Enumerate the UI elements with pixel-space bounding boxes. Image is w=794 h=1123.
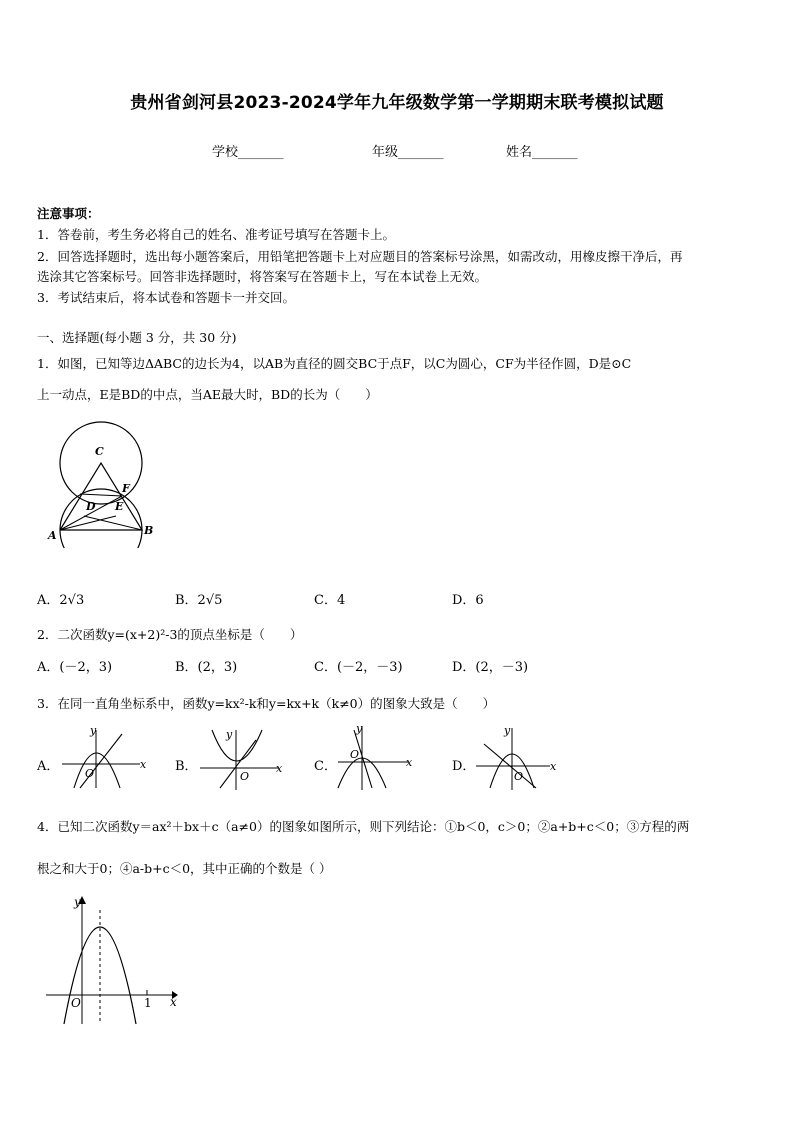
q3-graph-b: [198, 722, 288, 792]
line: [220, 740, 256, 788]
q2-option-d: D．(2，－3): [452, 660, 529, 675]
label-b: B: [144, 524, 154, 537]
axis-x: x: [140, 758, 147, 771]
notice-heading: 注意事项：: [37, 206, 100, 221]
q4-stem-line2: 根之和大于0；④a-b+c＜0，其中正确的个数是（ ）: [37, 861, 332, 876]
axis-y: y: [356, 722, 363, 735]
parabola: [74, 753, 120, 788]
axis-x: x: [550, 760, 557, 773]
origin-label: O: [71, 996, 81, 1010]
name-field: 姓名_______: [506, 145, 578, 160]
q1-option-b: B．2√5: [175, 593, 223, 608]
q3-option-c: C．: [314, 759, 337, 774]
segment-ae: [60, 516, 116, 530]
segment-d: [80, 494, 122, 496]
q3-graph-a: [60, 722, 150, 792]
q3-option-d: D．: [452, 759, 476, 774]
axis-o: O: [240, 770, 250, 783]
school-field: 学校_______: [212, 145, 284, 160]
q2-option-c: C．(－2，－3): [314, 660, 403, 675]
axis-o: O: [85, 767, 95, 780]
axis-x: x: [276, 762, 283, 775]
notice-item-2-cont: 选涂其它答案标号。回答非选择题时，将答案写在答题卡上，写在本试卷上无效。: [37, 269, 488, 284]
q1-option-a: A．2√3: [37, 593, 85, 608]
label-c: C: [95, 445, 104, 458]
grade-field: 年级_______: [372, 145, 444, 160]
axis-o: O: [350, 748, 360, 761]
q3-graph-c: [336, 722, 426, 792]
q1-stem-line1: 1．如图，已知等边ΔABC的边长为4，以AB为直径的圆交BC于点F，以C为圆心，CF为半径作圆，D是⊙C: [37, 356, 632, 371]
axis-x-label: x: [170, 995, 177, 1009]
notice-item-1: 1．答卷前，考生务必将自己的姓名、准考证号填写在答题卡上。: [37, 227, 395, 242]
axis-x: x: [406, 756, 413, 769]
q2-option-a: A．(－2，3): [37, 660, 113, 675]
q1-stem-line2: 上一动点，E是BD的中点，当AE最大时，BD的长为（ ）: [37, 387, 378, 402]
page-title: 贵州省剑河县2023-2024学年九年级数学第一学期期末联考模拟试题: [130, 93, 664, 113]
q3-option-a: A．: [37, 759, 60, 774]
label-f: F: [122, 482, 130, 495]
segment-bd: [84, 516, 142, 530]
q1-option-c: C．4: [314, 593, 346, 608]
q4-graph: [44, 892, 184, 1027]
axis-y: y: [226, 728, 233, 741]
circle-ab: [60, 489, 142, 548]
q2-stem: 2．二次函数y=(x+2)²-3的顶点坐标是（ ）: [37, 627, 303, 642]
notice-item-3: 3．考试结束后，将本试卷和答题卡一并交回。: [37, 290, 295, 305]
parabola: [212, 730, 262, 761]
q2-option-b: B．(2，3): [175, 660, 238, 675]
notice-item-2: 2．回答选择题时，选出每小题答案后，用铅笔把答题卡上对应题目的答案标号涂黑，如需改动，用橡皮擦干净后，再: [37, 249, 683, 264]
q3-stem: 3．在同一直角坐标系中，函数y=kx²-k和y=kx+k（k≠0）的图象大致是（ ）: [37, 696, 496, 711]
axis-y-label: y: [74, 895, 81, 909]
label-e: E: [115, 500, 124, 513]
q3-option-b: B．: [175, 759, 198, 774]
q4-stem-line1: 4．已知二次函数y＝ax²＋bx＋c（a≠0）的图象如图所示，则下列结论：①b＜0，c＞0；②a+b+c＜0；③方程的两: [37, 819, 690, 834]
q1-figure: [44, 418, 164, 548]
tick-1-label: 1: [144, 996, 152, 1010]
axis-o: O: [514, 770, 524, 783]
label-a: A: [48, 529, 57, 542]
label-d: D: [86, 500, 96, 513]
q3-graph-d: [474, 722, 564, 792]
section-heading: 一、选择题(每小题 3 分，共 30 分): [37, 330, 237, 345]
q1-option-d: D．6: [452, 593, 484, 608]
axis-y: y: [90, 724, 97, 737]
axis-y: y: [504, 724, 511, 737]
